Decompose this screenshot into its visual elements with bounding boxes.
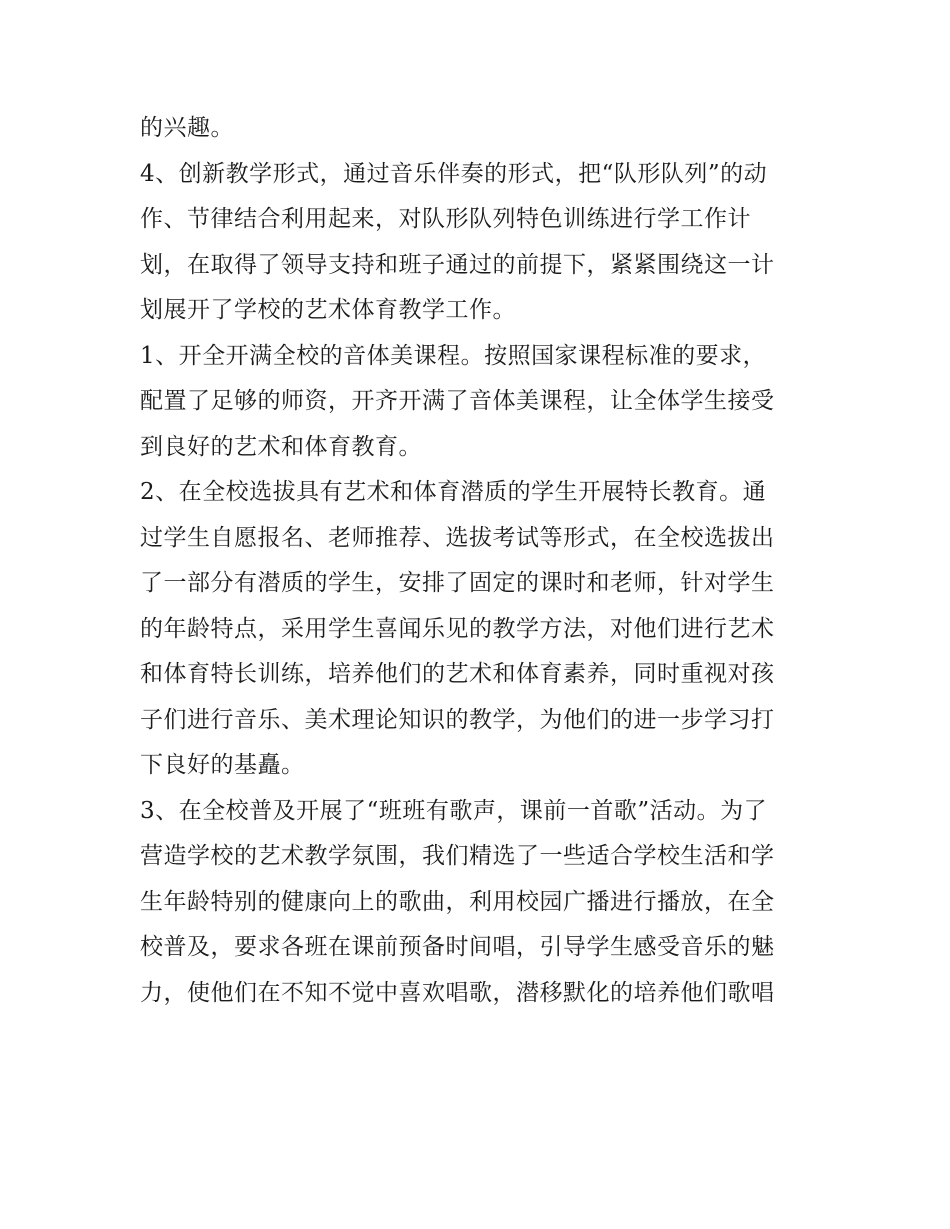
text-line: 3、在全校普及开展了“班班有歌声，课前一首歌”活动。为了 — [140, 797, 768, 824]
text-line: 过学生自愿报名、老师推荐、选拔考试等形式，在全校选拔出 — [140, 524, 775, 551]
text-line: 1、开全开满全校的音体美课程。按照国家课程标准的要求， — [140, 342, 767, 369]
text-line: 配置了足够的师资，开齐开满了音体美课程，让全体学生接受 — [140, 388, 775, 414]
text-line: 4、创新教学形式，通过音乐伴奏的形式，把“队形队列”的动 — [140, 160, 768, 187]
text-line: 营造学校的艺术教学氛围，我们精选了一些适合学校生活和学 — [140, 843, 775, 869]
text-line: 下良好的基矗。 — [140, 752, 305, 778]
text-line: 2、在全校选拔具有艺术和体育潜质的学生开展特长教育。通 — [140, 479, 767, 505]
text-line: 到良好的艺术和体育教育。 — [140, 433, 422, 460]
text-line: 作、节律结合利用起来，对队形队列特色训练进行学工作计 — [140, 206, 751, 232]
text-line: 校普及，要求各班在课前预备时间唱，引导学生感受音乐的魅 — [140, 934, 775, 960]
text-line: 了一部分有潜质的学生，安排了固定的课时和老师，针对学生 — [140, 570, 775, 596]
text-line: 生年龄特别的健康向上的歌曲，利用校园广播进行播放，在全 — [140, 888, 775, 915]
text-line: 划展开了学校的艺术体育教学工作。 — [140, 297, 516, 323]
document-body — [140, 106, 820, 1016]
text-line: 力，使他们在不知不觉中喜欢唱歌，潜移默化的培养他们歌唱 — [140, 979, 775, 1006]
text-line: 的年龄特点，采用学生喜闻乐见的教学方法，对他们进行艺术 — [140, 615, 775, 642]
text-line: 子们进行音乐、美术理论知识的教学，为他们的进一步学习打 — [140, 706, 775, 733]
text-line: 划，在取得了领导支持和班子通过的前提下，紧紧围绕这一计 — [140, 251, 775, 278]
text-line: 的兴趣。 — [140, 115, 234, 141]
text-line: 和体育特长训练，培养他们的艺术和体育素养，同时重视对孩 — [140, 661, 775, 687]
